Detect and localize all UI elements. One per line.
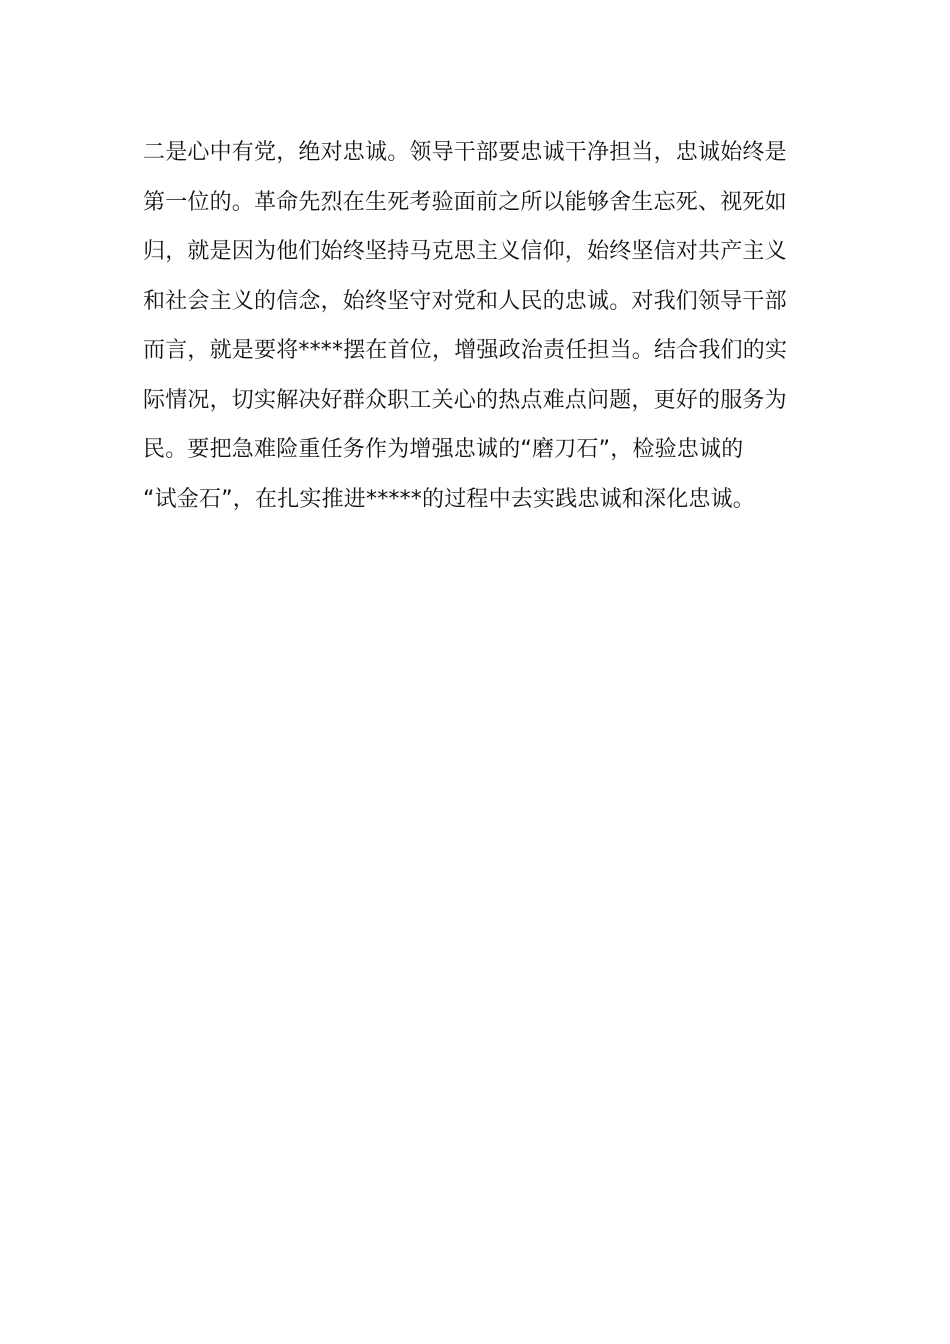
paragraph-line: 和社会主义的信念，始终坚守对党和人民的忠诚。对我们领导干部 (143, 288, 787, 314)
paragraph-line: 二是心中有党，绝对忠诚。领导干部要忠诚干净担当，忠诚始终是 (143, 140, 787, 165)
paragraph-line: 际情况，切实解决好群众职工关心的热点难点问题，更好的服务为 (143, 387, 787, 413)
paragraph-line: 第一位的。革命先烈在生死考验面前之所以能够舍生忘死、视死如 (143, 189, 787, 215)
paragraph-line: 民。要把急难险重任务作为增强忠诚的“磨刀石”，检验忠诚的 (143, 437, 744, 462)
paragraph-line: 归，就是因为他们始终坚持马克思主义信仰，始终坚信对共产主义 (143, 239, 787, 264)
body-paragraph (143, 128, 813, 524)
paragraph-line: 而言，就是要将****摆在首位，增强政治责任担当。结合我们的实 (143, 338, 788, 363)
paragraph-line: “试金石”，在扎实推进*****的过程中去实践忠诚和深化忠诚。 (143, 486, 755, 512)
